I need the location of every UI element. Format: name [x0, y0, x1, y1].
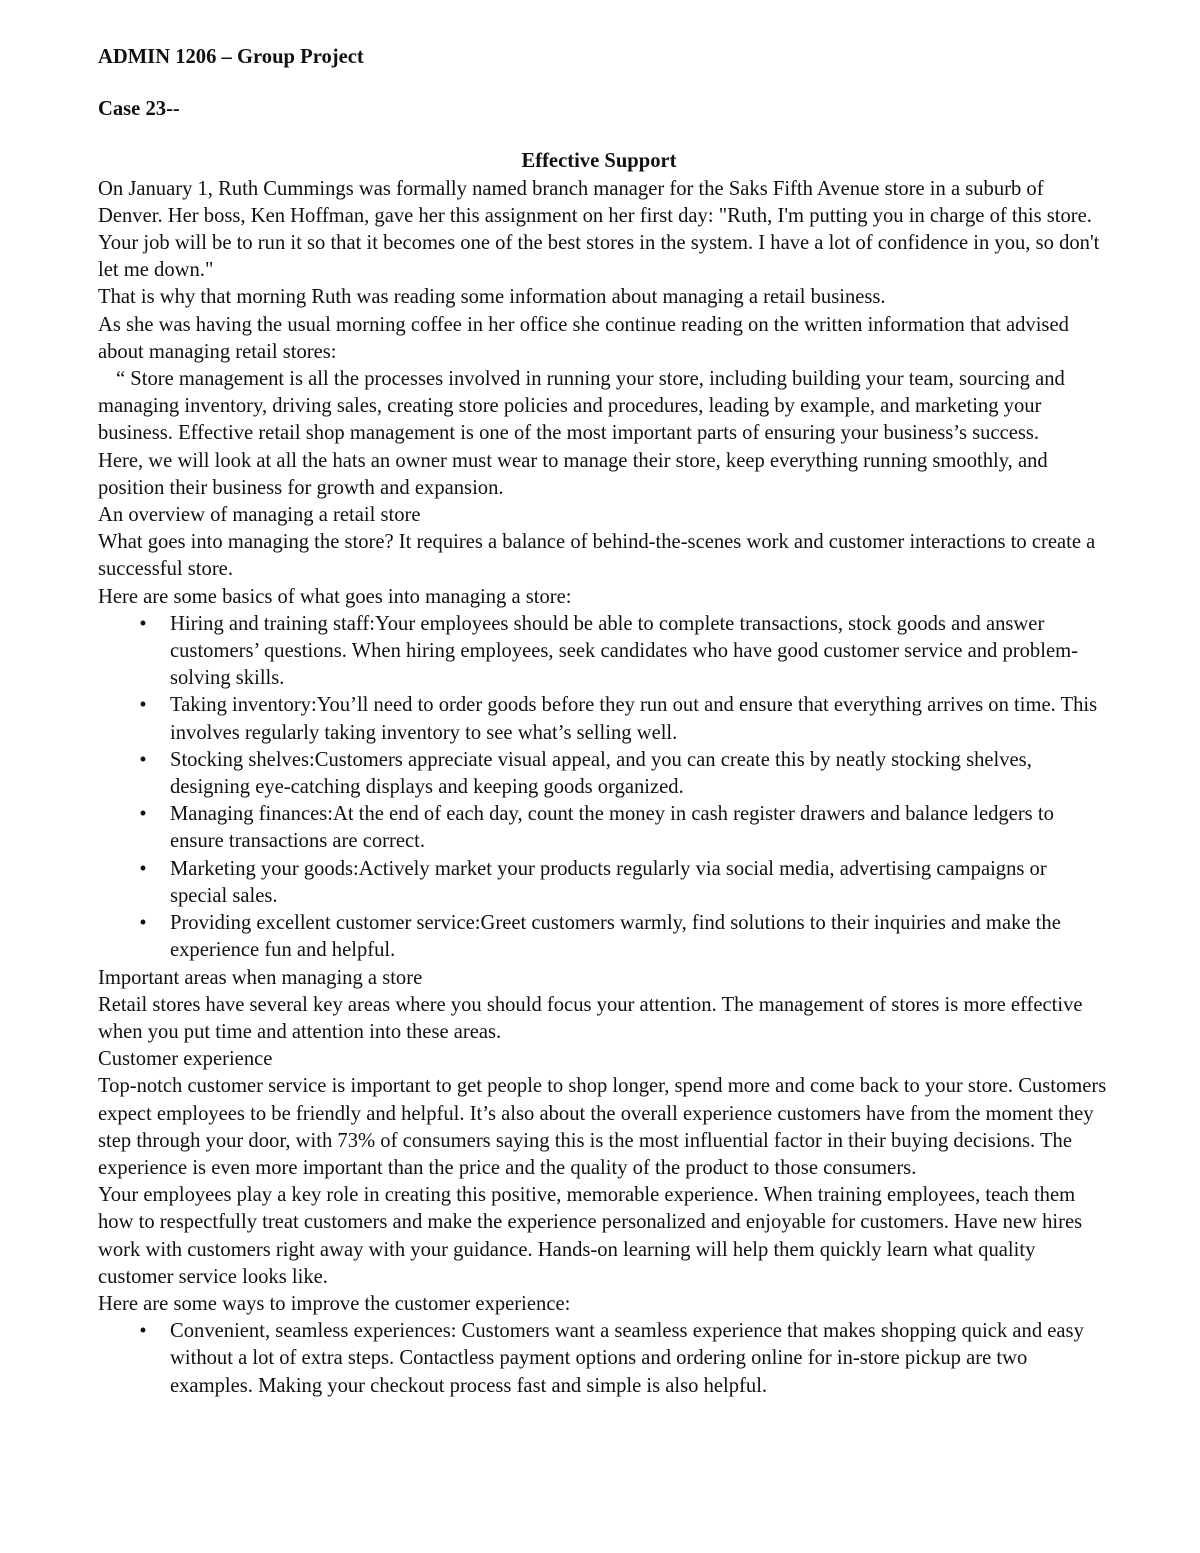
- bullet-icon: •: [139, 748, 147, 771]
- list-item-text: Taking inventory:You’ll need to order goods before they run out and ensure that everything arrives on time. This involves regularly taking inventory to see what’s selling well.: [170, 694, 1098, 744]
- bullet-icon: •: [139, 803, 147, 826]
- bullet-icon: •: [139, 694, 147, 717]
- list-item: [98, 856, 1108, 910]
- body-paragraph: Here, we will look at all the hats an owner must wear to manage their store, keep everything running smoothly, and position their business for growth and expansion.: [98, 449, 1048, 499]
- store-basics-list: [98, 611, 1108, 965]
- course-heading: ADMIN 1206 – Group Project: [98, 46, 364, 68]
- body-paragraph: Top-notch customer service is important to get people to shop longer, spend more and come back to your store. Customers expect employees to be friendly and helpful. It’s also about the overall experience customers have from the moment they step through your door, with 73% of consumers saying this is the most influential factor in their buying decisions. The experience is even more important than the price and the quality of the product to those consumers.: [98, 1075, 1107, 1179]
- list-item: [98, 692, 1108, 746]
- intro-paragraph: That is why that morning Ruth was reading some information about managing a retail business.: [98, 286, 886, 309]
- body-paragraph: What goes into managing the store? It requires a balance of behind-the-scenes work and customer interactions to create a successful store.: [98, 531, 1096, 581]
- subheading: Important areas when managing a store: [98, 966, 423, 989]
- body-paragraph: Here are some ways to improve the customer experience:: [98, 1292, 571, 1315]
- bullet-icon: •: [139, 1320, 147, 1343]
- body-paragraph: Retail stores have several key areas where you should focus your attention. The management of stores is more effective when you put time and attention into these areas.: [98, 993, 1083, 1043]
- case-heading: Case 23--: [98, 98, 180, 121]
- list-item: [98, 1318, 1108, 1400]
- intro-paragraph: As she was having the usual morning coffee in her office she continue reading on the written information that advised about managing retail stores:: [98, 313, 1069, 363]
- subheading: Customer experience: [98, 1048, 273, 1071]
- list-item-text: Providing excellent customer service:Greet customers warmly, find solutions to their inquiries and make the experience fun and helpful.: [170, 912, 1061, 962]
- subheading: An overview of managing a retail store: [98, 504, 421, 527]
- bullet-icon: •: [139, 857, 147, 880]
- list-item-text: Stocking shelves:Customers appreciate visual appeal, and you can create this by neatly stocking shelves, designing eye-catching displays and keeping goods organized.: [170, 748, 1032, 799]
- list-item-text: Managing finances:At the end of each day, count the money in cash register drawers and balance ledgers to ensure transactions are correct.: [170, 803, 1054, 853]
- list-item: [98, 611, 1108, 693]
- list-item: [98, 801, 1108, 855]
- document-title: Effective Support: [521, 150, 677, 173]
- list-item-text: Convenient, seamless experiences: Customers want a seamless experience that makes shopping quick and easy without a lot of extra steps. Contactless payment options and ordering online for in-store pickup are two examples. Making your checkout process fast and simple is also helpful.: [170, 1320, 1084, 1397]
- list-item-text: Marketing your goods:Actively market your products regularly via social media, advertising campaigns or special sales.: [170, 857, 1047, 907]
- list-item: [98, 747, 1108, 801]
- customer-experience-list: [98, 1318, 1108, 1400]
- list-item: [98, 910, 1108, 964]
- document-page: [98, 44, 1108, 1400]
- bullet-icon: •: [139, 912, 147, 935]
- quoted-paragraph: “ Store management is all the processes involved in running your store, including building your team, sourcing and managing inventory, driving sales, creating store policies and procedures, leading by example, and marketing your business. Effective retail shop management is one of the most important parts of ensuring your business’s success.: [98, 368, 1065, 445]
- intro-paragraph: On January 1, Ruth Cummings was formally named branch manager for the Saks Fifth Avenue store in a suburb of Denver. Her boss, Ken Hoffman, gave her this assignment on her first day: "Ruth, I'm putting you in charge of this store. Your job will be to run it so that it becomes one of the best stores in the system. I have a lot of confidence in you, so don't let me down.": [98, 177, 1100, 282]
- body-paragraph: Your employees play a key role in creating this positive, memorable experience. When training employees, teach them how to respectfully treat customers and make the experience personalized and enjoyable for customers. Have new hires work with customers right away with your guidance. Hands-on learning will help them quickly learn what quality customer service looks like.: [98, 1184, 1083, 1288]
- list-item-text: Hiring and training staff:Your employees should be able to complete transactions, stock goods and answer customers’ questions. When hiring employees, seek candidates who have good customer service and problem-solving skills.: [170, 612, 1078, 690]
- body-paragraph: Here are some basics of what goes into managing a store:: [98, 585, 572, 608]
- bullet-icon: •: [139, 612, 147, 635]
